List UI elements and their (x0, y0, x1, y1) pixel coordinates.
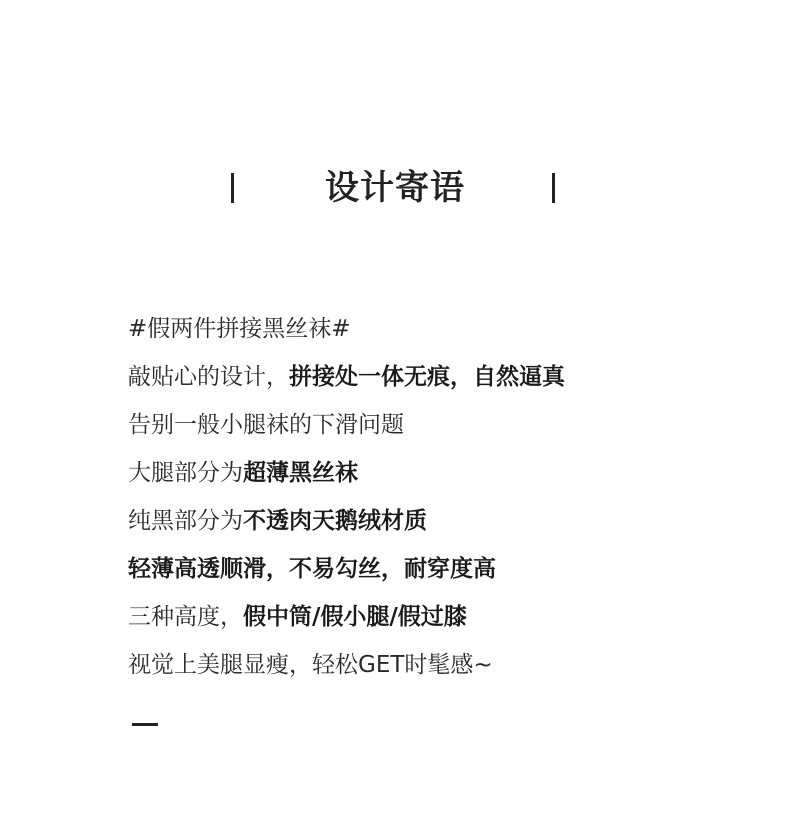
note-highlight: 超薄黑丝袜 (243, 460, 358, 486)
note-line-features (128, 550, 768, 598)
note-highlight: 不透肉天鹅绒材质 (243, 508, 427, 534)
note-line-black-part (128, 502, 768, 550)
note-text: 三种高度， (128, 604, 243, 630)
note-highlight: 假中筒/假小腿/假过膝 (243, 604, 467, 630)
note-highlight: 轻薄高透顺滑，不易勾丝，耐穿度高 (128, 556, 496, 582)
note-text: 敲贴心的设计， (128, 364, 289, 390)
note-text: 纯黑部分为 (128, 508, 243, 534)
design-notes (128, 310, 768, 694)
note-line-no-slip (128, 406, 768, 454)
note-highlight: 拼接处一体无痕，自然逼真 (289, 364, 565, 390)
title-right-bar (552, 173, 555, 203)
end-dash (132, 723, 158, 726)
note-text: 告别一般小腿袜的下滑问题 (128, 412, 404, 438)
section-title: 设计寄语 (325, 168, 465, 208)
note-line-thigh (128, 454, 768, 502)
note-line-seamless (128, 358, 768, 406)
note-line-heights (128, 598, 768, 646)
note-line-visual (128, 646, 768, 694)
section-header (0, 165, 790, 211)
note-text: #假两件拼接黑丝袜# (128, 316, 351, 342)
note-line-hashtag (128, 310, 768, 358)
note-text: 视觉上美腿显瘦，轻松GET时髦感~ (128, 652, 493, 678)
note-text: 大腿部分为 (128, 460, 243, 486)
